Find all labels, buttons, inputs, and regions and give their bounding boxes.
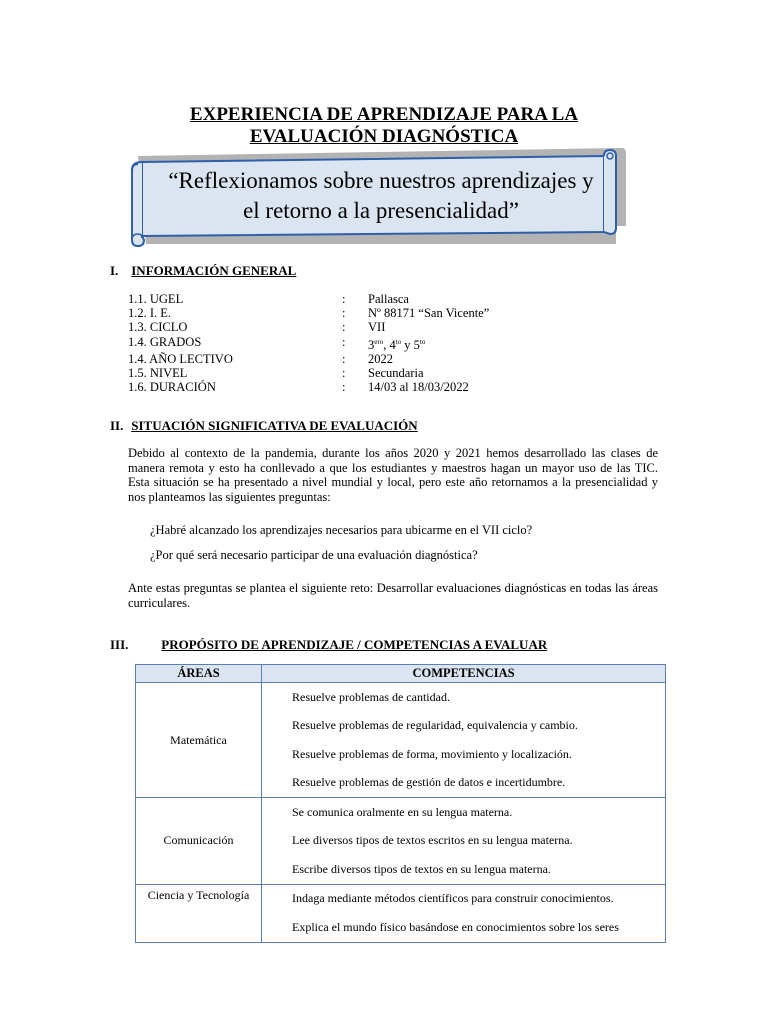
info-value: 2022 (368, 351, 393, 366)
section-2-number: II. (110, 418, 124, 433)
info-value: 14/03 al 18/03/2022 (368, 380, 469, 395)
question-item (128, 523, 532, 537)
competency-item: Resuelve problemas de gestión de datos e incertidumbre. (292, 775, 566, 790)
banner-line-2: el retorno a la presencialidad” (243, 198, 519, 223)
general-info-list (128, 292, 568, 395)
section-3-number: III. (110, 637, 129, 652)
info-row (128, 380, 568, 394)
info-value: Nº 88171 “San Vicente” (368, 306, 490, 321)
question-item (128, 548, 478, 562)
section-1-heading (110, 263, 296, 279)
info-row (128, 320, 568, 334)
info-colon: : (342, 334, 346, 349)
title-line-2: EVALUACIÓN DIAGNÓSTICA (249, 126, 519, 147)
header-areas: ÁREAS (136, 665, 262, 683)
info-value: VII (368, 320, 386, 335)
competency-item: Resuelve problemas de cantidad. (292, 689, 450, 704)
question-text: ¿Por qué será necesario participar de una evaluación diagnóstica? (150, 548, 478, 562)
competencies-cell (262, 884, 666, 942)
competency-item: Explica el mundo físico basándose en conocimientos sobre los seres (292, 919, 619, 934)
info-colon: : (342, 320, 346, 335)
info-colon: : (342, 351, 346, 366)
competency-item: Lee diversos tipos de textos escritos en su lengua materna. (292, 833, 573, 848)
info-colon: : (342, 292, 346, 306)
table-row (136, 683, 666, 798)
section-2-heading (110, 418, 418, 434)
table-header-row (136, 665, 666, 683)
title-line-1: EXPERIENCIA DE APRENDIZAJE PARA LA (189, 104, 579, 125)
competencies-cell (262, 683, 666, 798)
info-key: 1.1. UGEL (128, 292, 184, 306)
competency-item: Resuelve problemas de regularidad, equivalencia y cambio. (292, 718, 578, 733)
bullet-icon (128, 548, 150, 562)
competency-item: Se comunica oralmente en su lengua materna. (292, 804, 513, 819)
banner-line-1: “Reflexionamos sobre nuestros aprendizajes y (168, 168, 594, 193)
section-1-number: I. (110, 263, 119, 278)
area-cell: Comunicación (136, 798, 262, 885)
competency-item: Escribe diversos tipos de textos en su lengua materna. (292, 861, 551, 876)
challenge-paragraph: Ante estas preguntas se plantea el siguiente reto: Desarrollar evaluaciones diagnósticas en todas las áreas curriculares. (128, 581, 658, 610)
section-3-label: PROPÓSITO DE APRENDIZAJE / COMPETENCIAS A EVALUAR (161, 637, 548, 652)
bullet-icon (128, 523, 150, 537)
section-2-label: SITUACIÓN SIGNIFICATIVA DE EVALUACIÓN (131, 418, 418, 433)
area-cell: Matemática (136, 683, 262, 798)
info-key: 1.4. AÑO LECTIVO (128, 351, 233, 366)
info-value: Secundaria (368, 366, 424, 381)
info-row (128, 292, 568, 306)
info-value: Pallasca (368, 292, 409, 306)
info-colon: : (342, 306, 346, 321)
competencies-table (135, 664, 666, 943)
info-key: 1.6. DURACIÓN (128, 380, 216, 395)
question-text: ¿Habré alcanzado los aprendizajes necesarios para ubicarme en el VII ciclo? (150, 523, 533, 537)
header-competencias: COMPETENCIAS (262, 665, 666, 683)
competencies-cell (262, 798, 666, 885)
info-row (128, 335, 568, 352)
document-title (0, 104, 768, 148)
situation-paragraph: Debido al contexto de la pandemia, durante los años 2020 y 2021 hemos desarrollado las clases de manera remota y esto ha conllevado a que los estudiantes y maestros hagan un mayor uso de las TIC. Esta situación se ha presentado a nivel mundial y local, pero este año retornamos a la presencialidad y nos planteamos las siguientes preguntas: (128, 446, 658, 504)
competency-item: Indaga mediante métodos científicos para construir conocimientos. (292, 891, 614, 906)
section-3-heading (110, 637, 547, 653)
table-row (136, 884, 666, 942)
banner-text (150, 166, 612, 226)
info-row (128, 306, 568, 320)
info-key: 1.4. GRADOS (128, 334, 202, 349)
info-key: 1.3. CICLO (128, 320, 188, 335)
section-1-label: INFORMACIÓN GENERAL (131, 263, 297, 278)
info-key: 1.5. NIVEL (128, 366, 188, 381)
area-cell: Ciencia y Tecnología (136, 884, 262, 942)
table-row (136, 798, 666, 885)
info-value-grados: $3^{ero}$, $4^{to}$ y $5^{to}$ (368, 337, 426, 352)
competency-item: Resuelve problemas de forma, movimiento y localización. (292, 746, 572, 761)
info-row (128, 352, 568, 366)
scroll-banner (128, 146, 626, 250)
info-key: 1.2. I. E. (128, 306, 172, 321)
info-colon: : (342, 380, 346, 395)
info-colon: : (342, 366, 346, 381)
info-row (128, 366, 568, 380)
